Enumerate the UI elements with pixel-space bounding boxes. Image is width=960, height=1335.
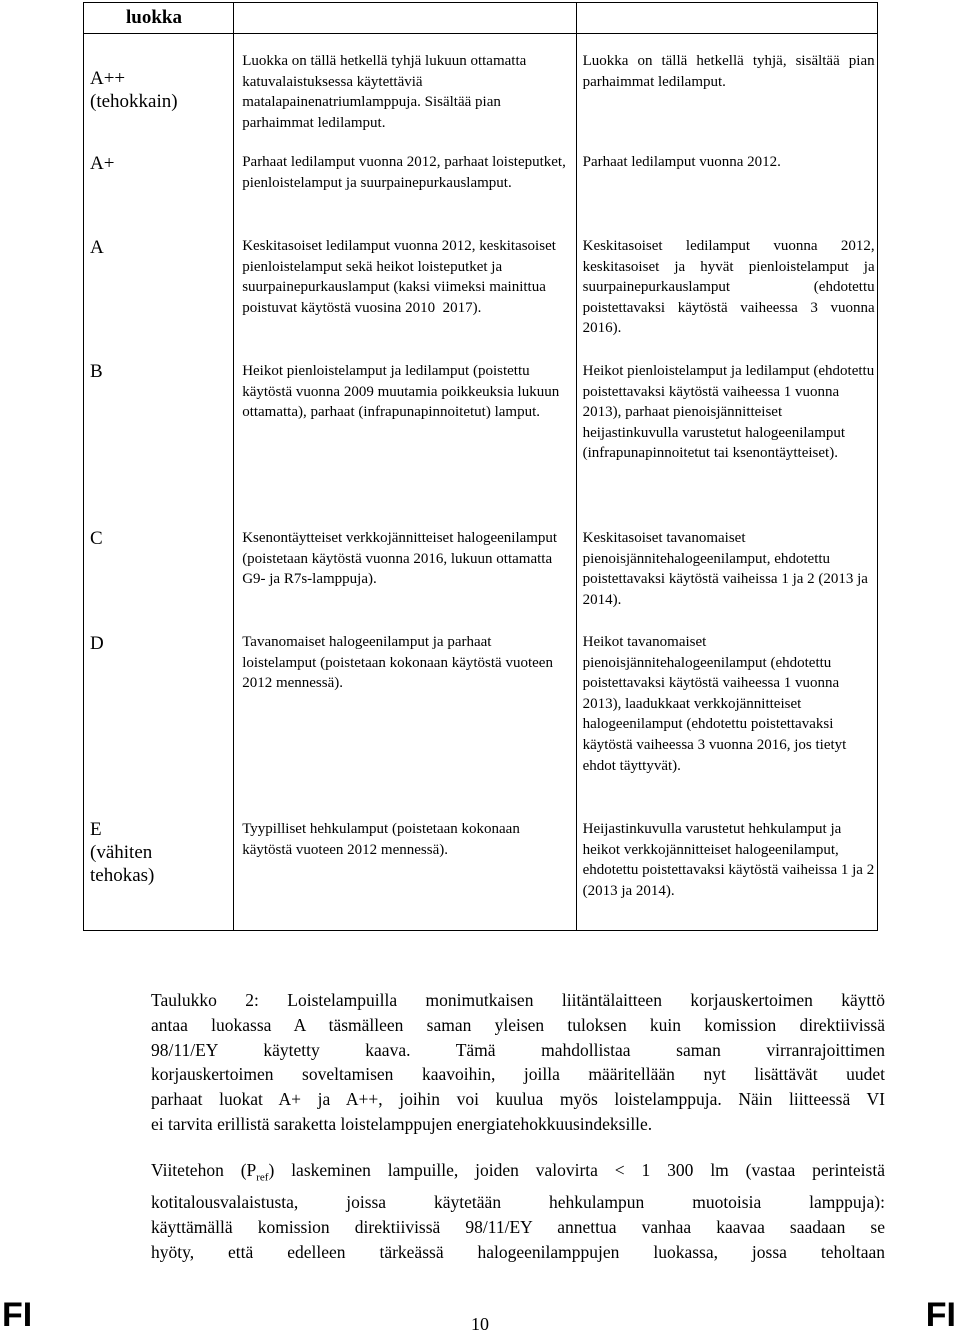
class-column: A++ (tehokkain) A+ A B C D E (vähiten tehokas) bbox=[84, 34, 234, 931]
table-header-class: luokka bbox=[84, 3, 234, 34]
table-caption: Taulukko 2: Loistelampuilla monimutkaisen liitäntälaitteen korjauskertoimen käyttö antaa luokassa A täsmälleen saman yleisen tuloksen kuin komission direktiivissä 98/11/EY käytetty kaava. Tämä mahdollistaa saman virranrajoittimen korjauskertoimen soveltamisen kaavoihin, joilla määritellään nyt lisättävät uudet parhaat luokat A+ ja A++, joihin voi kuulua myös loistelamppuja. Näin liitteessä VI ei tarvita erillistä saraketta loistelamppujen energiatehokkuusindeksille. bbox=[151, 990, 885, 1134]
body-paragraph: Viitetehon $(P_{ref})$ laskeminen lampuille, joiden valovirta < 1 300 lm (vastaa perinteistä kotitalousvalaistusta, joissa käytetään hehkulampun muotoisia lamppuja): käyttämällä komission direktiivissä 98/11/EY annettua vanhaa kaavaa saadaan se hyöty, että edelleen tärkeässä halogeenilamppujen luokassa, jossa teholtaan bbox=[151, 1160, 885, 1262]
new-description: Luokka on tällä hetkellä tyhjä, sisältää pian parhaimmat ledilamput. bbox=[582, 53, 875, 90]
current-description: Keskitasoiset ledilamput vuonna 2012, keskitasoiset pienloistelamput sekä heikot loisteputket ja suurpainepurkauslamput (kaksi viimeksi mainittua poistuvat käytöstä vuosina 2010 2017). bbox=[242, 238, 556, 316]
current-description: Tyypilliset hehkulamput (poistetaan kokonaan käytöstä vuoteen 2012 mennessä). bbox=[242, 821, 520, 858]
new-description: Parhaat ledilamput vuonna 2012. bbox=[582, 154, 781, 170]
energy-class-table bbox=[83, 2, 878, 931]
current-description: Parhaat ledilamput vuonna 2012, parhaat loisteputket, pienloistelamput ja suurpainepurkauslamput. bbox=[242, 154, 566, 191]
new-description: Keskitasoiset ledilamput vuonna 2012, keskitasoiset ja hyvät pienloistelamput ja suurpainepurkauslamput (ehdotettu poistettavaksi käytöstä vaiheessa 3 vuonna 2016). bbox=[582, 238, 875, 337]
language-label-left: FI bbox=[2, 1296, 33, 1334]
current-column bbox=[234, 34, 576, 931]
language-label-right: FI bbox=[925, 1296, 956, 1334]
new-column bbox=[576, 34, 877, 931]
new-description: Heikot tavanomaiset pienoisjännitehalogeenilamput (ehdotettu poistettavaksi käytöstä vaiheessa 1 vuonna 2013), laadukkaat verkkojännitteiset halogeenilamput (ehdotettu poistettavaksi käytöstä vaiheessa 3 vuonna 2016, jos tietyt ehdot täyttyvät). bbox=[582, 634, 847, 774]
current-description: Heikot pienloistelamput ja ledilamput (poistettu käytöstä vuonna 2009 muutamia poikkeuksia lukuun ottamatta), parhaat (infrapunapinnoitetut) lamput. bbox=[242, 363, 560, 421]
current-description: Ksenontäytteiset verkkojännitteiset halogeenilamput (poistetaan käytöstä vuonna 2016, lukuun ottamatta G9- ja R7s-lamppuja). bbox=[242, 530, 558, 588]
current-description: Tavanomaiset halogeenilamput ja parhaat loistelamput (poistetaan kokonaan käytöstä vuoteen 2012 mennessä). bbox=[242, 634, 553, 692]
table-header-new bbox=[576, 3, 877, 34]
new-description: Heijastinkuvulla varustetut hehkulamput ja heikot verkkojännitteiset halogeenilamput, ehdotettu poistettavaksi käytöstä vaiheissa 1 ja 2 (2013 ja 2014). bbox=[582, 821, 875, 899]
new-description: Heikot pienloistelamput ja ledilamput (ehdotettu poistettavaksi käytöstä vaiheessa 1 vuonna 2013), parhaat pienoisjännitteiset heijastinkuvulla varustetut halogeenilamput (infrapunapinnoitetut tai ksenontäytteiset). bbox=[582, 363, 875, 462]
new-description: Keskitasoiset tavanomaiset pienoisjännitehalogeenilamput, ehdotettu poistettavaksi käytöstä vaiheissa 1 ja 2 (2013 ja 2014). bbox=[582, 530, 868, 608]
page-number: 10 bbox=[471, 1314, 489, 1334]
current-description: Luokka on tällä hetkellä tyhjä lukuun ottamatta katuvalaistuksessa käytettäviä matalapainenatriumlamppuja. Sisältää pian parhaimmat ledilamput. bbox=[242, 53, 527, 131]
table-header-current bbox=[234, 3, 576, 34]
